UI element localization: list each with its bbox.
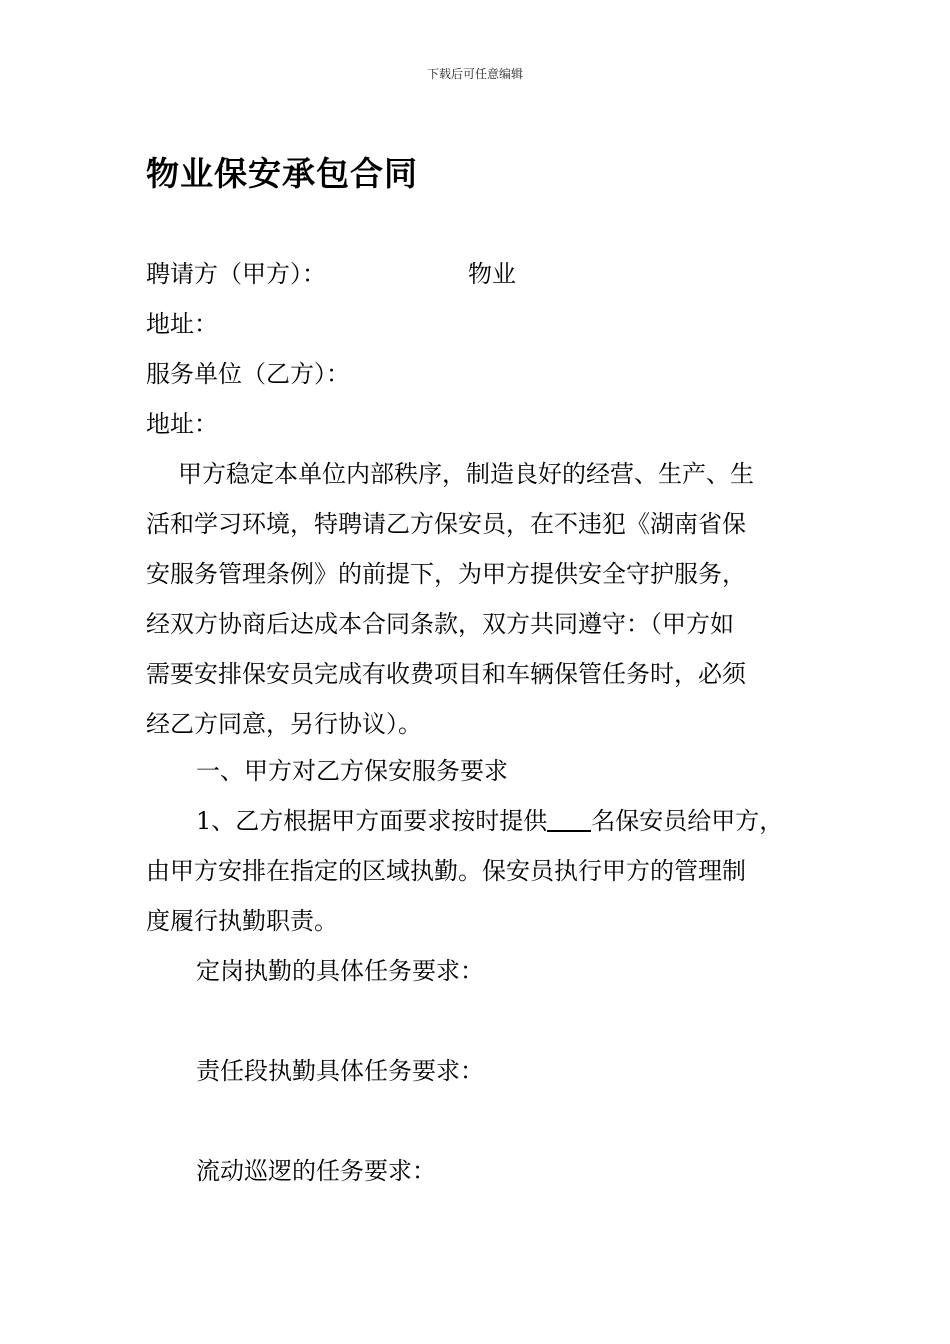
preamble-line: 甲方稳定本单位内部秩序，制造良好的经营、生产、生 <box>178 460 754 488</box>
address-b-label: 地址： <box>146 410 218 438</box>
preamble-line: 经乙方同意，另行协议）。 <box>146 710 422 738</box>
item-1-line-1 <box>146 796 816 846</box>
blank-space <box>146 1096 816 1146</box>
contract-parties <box>146 249 816 449</box>
fixed-post-duty-label: 定岗执勤的具体任务要求： <box>196 957 484 985</box>
document-title: 物业保安承包合同 <box>146 154 418 193</box>
party-a-name: 物业 <box>468 260 516 288</box>
section-1-heading: 一、甲方对乙方保安服务要求 <box>196 757 508 785</box>
item-1-text-after-blank: 名保安员给甲方， <box>591 807 784 835</box>
section-1 <box>146 746 816 1196</box>
party-b-label: 服务单位（乙方）： <box>146 360 350 388</box>
item-1-line-2: 由甲方安排在指定的区域执勤。保安员执行甲方的管理制 <box>146 857 746 885</box>
preamble-line: 安服务管理条例》的前提下，为甲方提供安全守护服务， <box>146 560 746 588</box>
blank-space <box>146 996 816 1046</box>
preamble-line: 活和学习环境，特聘请乙方保安员，在不违犯《湖南省保 <box>146 510 746 538</box>
item-1-line-3: 度履行执勤职责。 <box>146 907 338 935</box>
header-note: 下载后可任意编辑 <box>426 67 523 81</box>
section-duty-label: 责任段执勤具体任务要求： <box>196 1057 484 1085</box>
address-a-label: 地址： <box>146 310 218 338</box>
party-a-line <box>146 249 816 299</box>
item-1-text-before-blank: 1、乙方根据甲方面要求按时提供 <box>196 807 548 835</box>
patrol-duty-label: 流动巡逻的任务要求： <box>196 1157 436 1185</box>
preamble-paragraph <box>146 449 816 749</box>
fill-in-blank <box>547 808 591 832</box>
preamble-line: 需要安排保安员完成有收费项目和车辆保管任务时，必须 <box>146 660 746 688</box>
preamble-line: 经双方协商后达成本合同条款，双方共同遵守：（甲方如 <box>146 610 734 638</box>
party-a-label: 聘请方（甲方）： <box>146 260 326 288</box>
